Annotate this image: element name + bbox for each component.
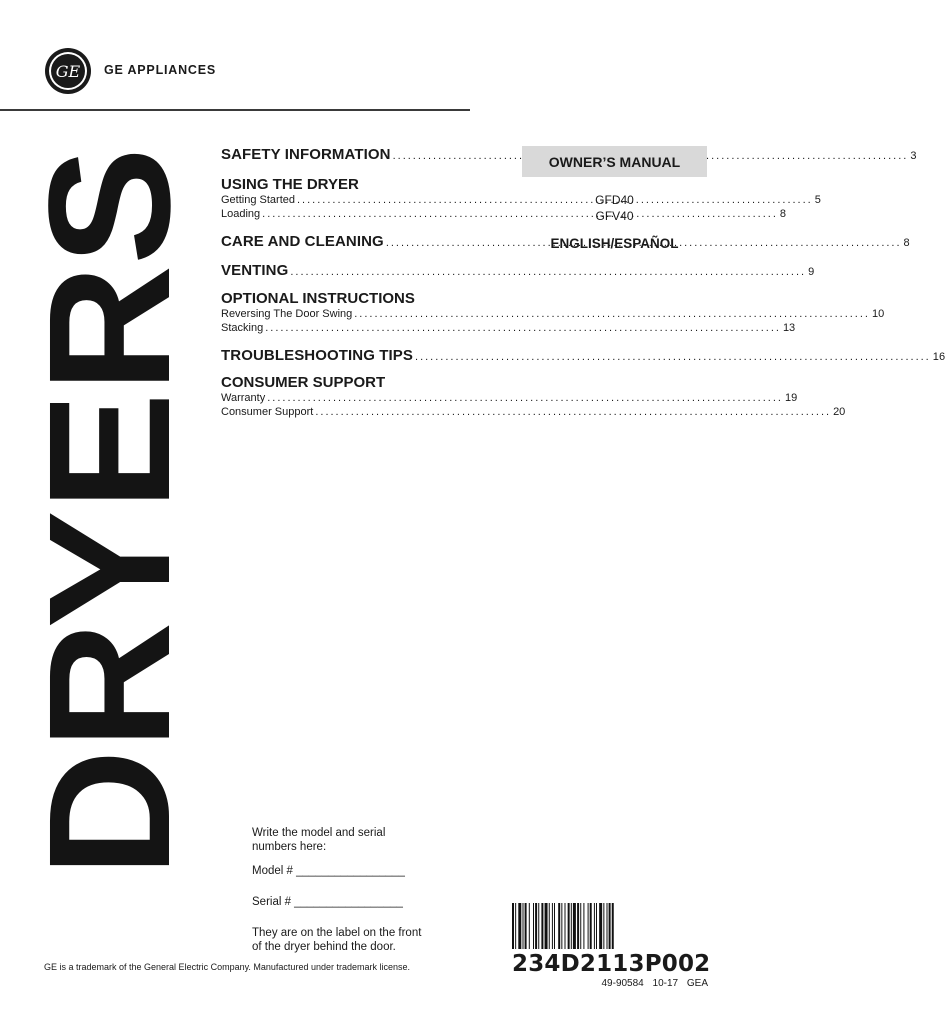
barcode-bar bbox=[554, 903, 555, 949]
toc-title: SAFETY INFORMATION bbox=[221, 146, 391, 163]
barcode-bar bbox=[580, 903, 581, 949]
barcode-bar bbox=[612, 903, 614, 949]
barcode-bar bbox=[568, 903, 570, 949]
barcode-bar bbox=[525, 903, 527, 949]
toc-entry-care[interactable]: CARE AND CLEANING ..... 8 bbox=[221, 233, 471, 250]
barcode-bar bbox=[541, 903, 543, 949]
header-rule bbox=[0, 109, 470, 111]
ge-logo bbox=[44, 47, 92, 95]
barcode-bar bbox=[607, 903, 608, 949]
barcode-bar bbox=[515, 903, 516, 949]
barcode-bar bbox=[518, 903, 521, 949]
vertical-title-text: DRYERS bbox=[12, 162, 206, 877]
toc-subentry[interactable]: Stacking ..... 13 bbox=[221, 321, 471, 335]
logo-text: GE bbox=[55, 62, 81, 81]
barcode-bar bbox=[529, 903, 530, 949]
document-number: 49-90584 10-17 GEA bbox=[601, 978, 708, 989]
barcode bbox=[512, 903, 708, 949]
barcode-bar bbox=[609, 903, 611, 949]
barcode-bar bbox=[545, 903, 548, 949]
trademark-notice: GE is a trademark of the General Electric Company. Manufactured under trademark license. bbox=[44, 962, 410, 972]
serial-field: Serial # _________________ bbox=[252, 896, 403, 908]
barcode-bar bbox=[590, 903, 592, 949]
barcode-bar bbox=[565, 903, 566, 949]
toc-subentry[interactable]: Getting Started ..... 5 bbox=[221, 193, 471, 207]
toc-subentry[interactable]: Warranty ..... 19 bbox=[221, 391, 471, 405]
language-label: ENGLISH/ESPAÑOL bbox=[550, 236, 679, 251]
toc-subentry[interactable]: Reversing The Door Swing ..... 10 bbox=[221, 307, 471, 321]
model-number: GFD40 bbox=[595, 193, 634, 207]
model-field: Model # _________________ bbox=[252, 865, 405, 877]
brand-name: GE APPLIANCES bbox=[104, 63, 217, 77]
owners-manual-label: OWNER’S MANUAL bbox=[522, 146, 707, 177]
barcode-bar bbox=[523, 903, 524, 949]
barcode-bar bbox=[577, 903, 579, 949]
toc-entry-venting[interactable]: VENTING ..... 9 bbox=[221, 262, 471, 279]
barcode-bar bbox=[588, 903, 589, 949]
toc-heading-consumer[interactable]: CONSUMER SUPPORT bbox=[221, 374, 386, 391]
toc-heading-optional[interactable]: OPTIONAL INSTRUCTIONS bbox=[221, 290, 415, 307]
barcode-bar bbox=[552, 903, 553, 949]
barcode-bar bbox=[571, 903, 572, 949]
toc-page: 3 bbox=[910, 150, 917, 162]
model-serial-block: Write the model and serial numbers here: Model # _________________ Serial # _________________ They are on the label on the front of the dryer behind the door. bbox=[252, 826, 462, 954]
toc-subentry[interactable]: Consumer Support ..... 20 bbox=[221, 405, 471, 419]
toc-entry-troubleshooting[interactable]: TROUBLESHOOTING TIPS ..... 16 bbox=[221, 347, 471, 364]
barcode-bar bbox=[594, 903, 595, 949]
barcode-bar bbox=[561, 903, 562, 949]
barcode-bar bbox=[596, 903, 597, 949]
barcode-bar bbox=[549, 903, 550, 949]
model-list bbox=[522, 192, 707, 224]
barcode-bar bbox=[603, 903, 604, 949]
part-number: 234D2113P002 bbox=[512, 951, 711, 977]
model-number: GFV40 bbox=[595, 209, 634, 223]
barcode-bar bbox=[535, 903, 537, 949]
barcode-bar bbox=[538, 903, 539, 949]
vertical-title bbox=[12, 147, 206, 877]
toc-subentry[interactable]: Loading ..... 8 bbox=[221, 207, 471, 221]
barcode-bar bbox=[533, 903, 534, 949]
barcode-bar bbox=[573, 903, 576, 949]
barcode-bar bbox=[558, 903, 560, 949]
barcode-bar bbox=[599, 903, 602, 949]
barcode-bar bbox=[512, 903, 514, 949]
toc-heading-using[interactable]: USING THE DRYER bbox=[221, 176, 359, 193]
barcode-bar bbox=[583, 903, 584, 949]
